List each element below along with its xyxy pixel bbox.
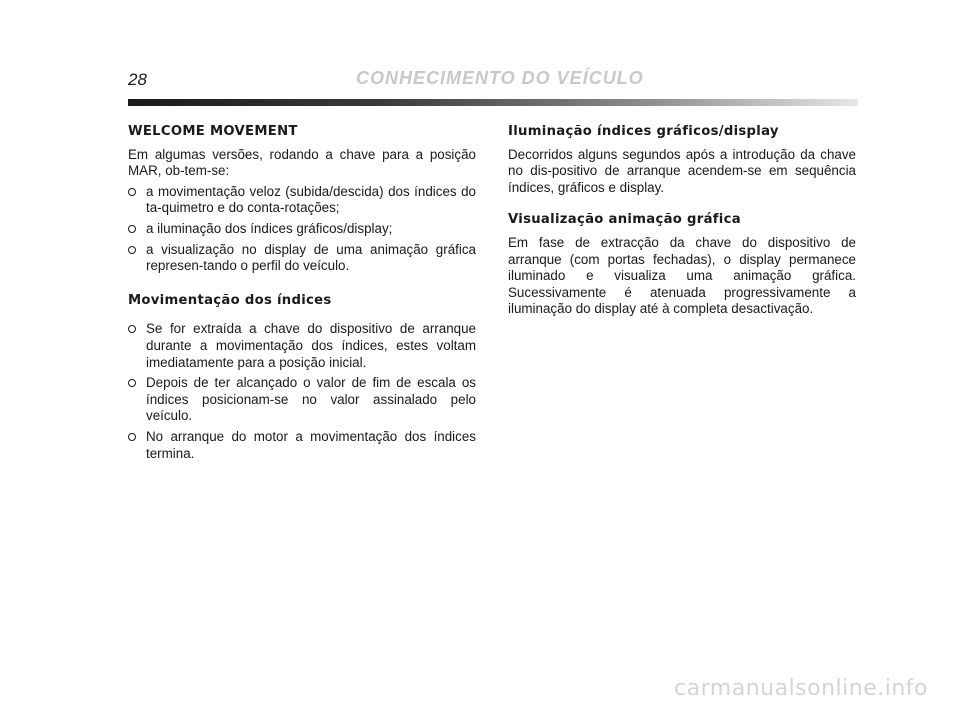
movimentacao-list [128, 321, 476, 462]
list-item [128, 221, 476, 238]
circle-bullet-icon [128, 225, 136, 233]
watermark-text: carmanualsonline.info [674, 676, 928, 701]
list-item [128, 242, 476, 275]
list-item [128, 429, 476, 462]
movimentacao-heading: Movimentação dos índices [128, 292, 332, 308]
circle-bullet-icon [128, 188, 136, 196]
running-header-title: CONHECIMENTO DO VEÍCULO [356, 68, 644, 88]
list-item [128, 184, 476, 217]
list-item [128, 321, 476, 371]
list-item [128, 375, 476, 425]
visualizacao-body: Em fase de extracção da chave do dispositivo de arranque (com portas fechadas), o display permanece iluminado e visualiza uma animação gráfica. Sucessivamente é atenuada progressivamente a iluminação do display até à completa desactivação. [508, 234, 856, 317]
page-number: 28 [128, 70, 147, 89]
circle-bullet-icon [128, 325, 136, 333]
right-column [508, 124, 856, 322]
list-item-text: Depois de ter alcançado o valor de fim de escala os índices posicionam-se no valor assinalado pelo veículo. [146, 375, 476, 424]
list-item-text: a visualização no display de uma animação gráfica represen-tando o perfil do veículo. [146, 241, 476, 274]
header-rule [128, 99, 858, 106]
iluminacao-heading: Iluminação índices gráficos/display [508, 124, 779, 139]
welcome-intro: Em algumas versões, rodando a chave para a posição MAR, ob-tem-se: [128, 146, 476, 179]
welcome-list [128, 184, 476, 275]
iluminacao-body: Decorridos alguns segundos após a introdução da chave no dis-positivo de arranque acendem-se em sequência índices, gráficos e display. [508, 146, 856, 195]
circle-bullet-icon [128, 246, 136, 254]
welcome-movement-heading: WELCOME MOVEMENT [128, 124, 298, 139]
list-item-text: a iluminação dos índices gráficos/display; [146, 220, 393, 236]
circle-bullet-icon [128, 379, 136, 387]
circle-bullet-icon [128, 433, 136, 441]
list-item-text: Se for extraída a chave do dispositivo de arranque durante a movimentação dos índices, estes voltam imediatamente para a posição inicial. [146, 321, 476, 370]
list-item-text: No arranque do motor a movimentação dos índices termina. [146, 428, 476, 461]
visualizacao-heading: Visualização animação gráfica [508, 212, 741, 228]
left-column [128, 124, 476, 466]
list-item-text: a movimentação veloz (subida/descida) dos índices do ta-quimetro e do conta-rotações; [146, 183, 476, 216]
